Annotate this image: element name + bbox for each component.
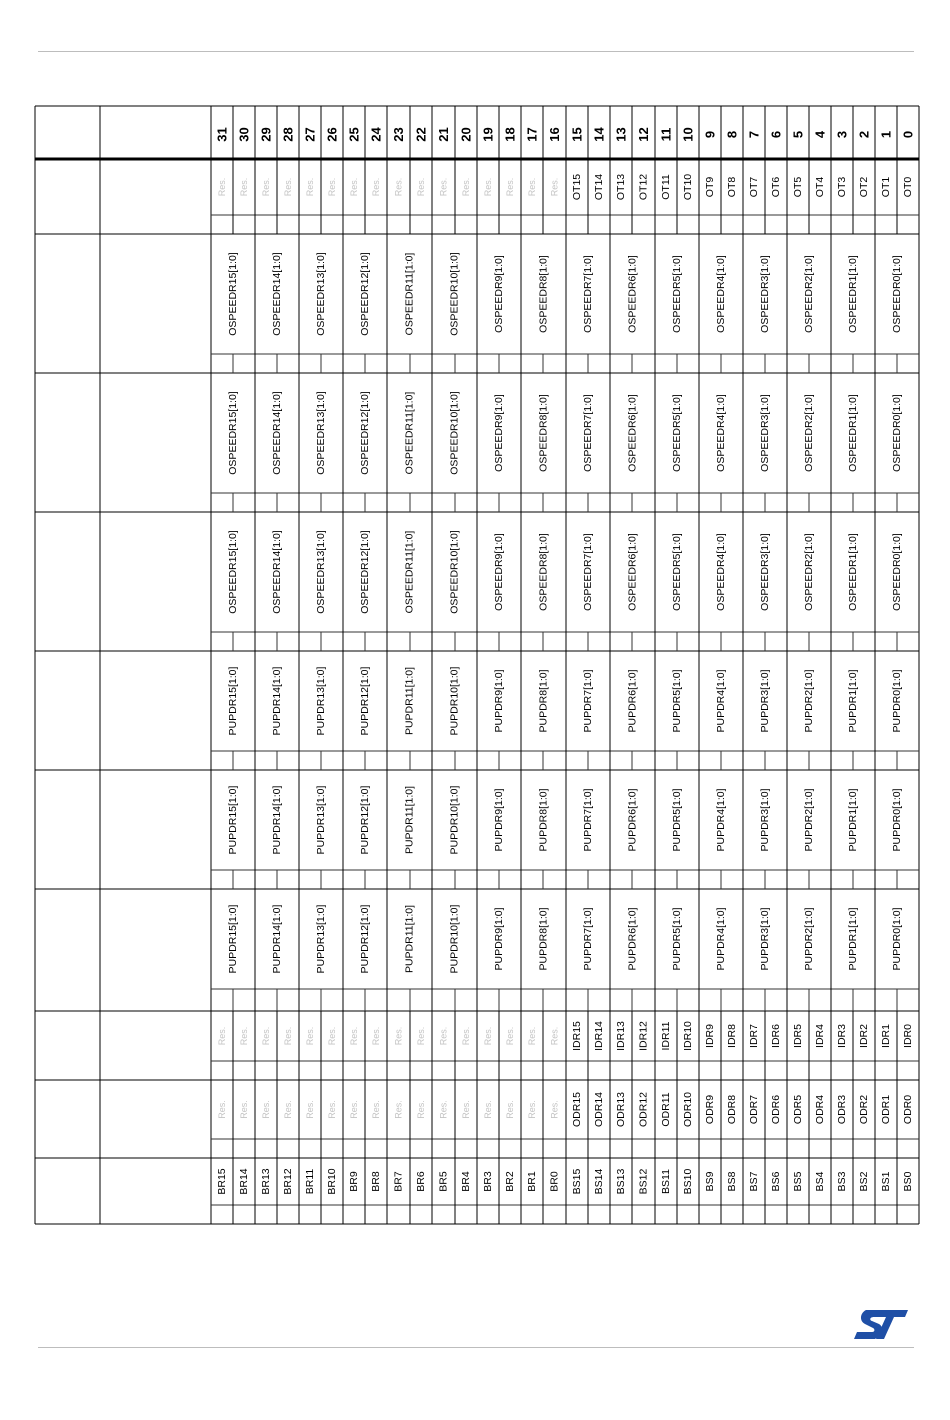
bit-field: IDR0	[902, 1024, 914, 1048]
bit-field: OSPEEDR7[1:0]	[582, 394, 594, 472]
bit-field: PUPDR10[1:0]	[448, 785, 461, 855]
bit-field: PUPDR12[1:0]	[359, 785, 371, 855]
bit-field: OSPEEDR2[1:0]	[803, 255, 815, 333]
bit-field: IDR10	[682, 1021, 694, 1051]
reserved-field: Res.	[461, 177, 471, 197]
bit-field: ODR11	[660, 1092, 672, 1127]
bit-number: 27	[302, 127, 318, 142]
bit-field: OSPEEDR9[1:0]	[493, 394, 505, 472]
bit-field: OSPEEDR1[1:0]	[847, 255, 859, 333]
bit-number: 3	[834, 130, 850, 139]
reserved-field: Res.	[438, 1026, 449, 1046]
bit-field: IDR1	[880, 1024, 892, 1048]
reserved-field: Res.	[261, 1026, 271, 1046]
bit-field: OT7	[748, 176, 760, 198]
bit-field: PUPDR5[1:0]	[671, 907, 683, 971]
bit-field: PUPDR2[1:0]	[803, 669, 815, 733]
bit-field: PUPDR10[1:0]	[448, 666, 461, 736]
bit-field: BR1	[526, 1171, 538, 1192]
bit-field: OT15	[571, 173, 583, 201]
bit-number: 2	[856, 130, 872, 139]
bit-field: PUPDR11[1:0]	[403, 666, 416, 736]
bit-field: PUPDR9[1:0]	[493, 907, 505, 971]
bit-number: 13	[613, 127, 629, 142]
bit-field: BS4	[814, 1171, 826, 1192]
bit-field: BR2	[504, 1171, 516, 1192]
bit-number: 26	[324, 127, 340, 142]
bit-field: PUPDR7[1:0]	[582, 788, 594, 852]
bit-field: BS13	[615, 1168, 627, 1195]
bit-field: OT2	[858, 176, 870, 198]
bit-field: OT4	[814, 176, 826, 198]
bit-field: OSPEEDR14[1:0]	[271, 252, 283, 336]
bit-field: PUPDR9[1:0]	[493, 788, 505, 852]
bit-field: ODR0	[902, 1094, 914, 1125]
bit-number: 16	[547, 127, 562, 142]
bit-field: BS0	[902, 1171, 914, 1192]
bit-field: BS10	[682, 1168, 694, 1195]
reserved-field: Res.	[327, 1026, 337, 1046]
bit-field: OSPEEDR12[1:0]	[359, 391, 371, 475]
bit-field: PUPDR13[1:0]	[315, 666, 327, 736]
bit-field: OSPEEDR6[1:0]	[626, 533, 639, 611]
bit-field: OT14	[593, 173, 605, 201]
bit-field: OSPEEDR14[1:0]	[271, 530, 283, 614]
bit-field: OSPEEDR3[1:0]	[759, 255, 771, 333]
bit-field: BS6	[770, 1171, 782, 1192]
bit-number: 14	[591, 127, 607, 142]
bit-field: PUPDR13[1:0]	[315, 785, 327, 855]
reserved-field: Res.	[393, 177, 404, 197]
bit-field: PUPDR14[1:0]	[271, 666, 283, 736]
bit-field: OSPEEDR8[1:0]	[537, 533, 550, 611]
bit-field: OSPEEDR10[1:0]	[448, 252, 461, 336]
bit-field: OSPEEDR2[1:0]	[803, 533, 815, 611]
bit-field: PUPDR0[1:0]	[891, 669, 903, 733]
bit-field: OSPEEDR0[1:0]	[891, 394, 903, 472]
bit-field: BS8	[726, 1171, 738, 1192]
bit-field: OSPEEDR9[1:0]	[493, 255, 505, 333]
bit-number: 24	[368, 127, 384, 142]
bit-number: 1	[878, 130, 894, 139]
bit-field: ODR6	[770, 1094, 782, 1125]
bit-field: OT12	[637, 173, 650, 201]
reserved-field: Res.	[217, 1100, 227, 1119]
bit-field: IDR2	[858, 1024, 870, 1048]
reserved-field: Res.	[438, 177, 449, 197]
bit-field: BS15	[571, 1168, 583, 1195]
bit-number: 4	[812, 130, 828, 139]
reserved-field: Res.	[461, 1100, 471, 1119]
bit-number: 31	[214, 127, 230, 142]
bit-field: BR14	[238, 1168, 250, 1195]
bit-field: OSPEEDR0[1:0]	[891, 533, 903, 611]
bit-field: OSPEEDR15[1:0]	[227, 391, 239, 475]
bit-field: ODR9	[704, 1094, 716, 1125]
bit-field: OT9	[704, 176, 716, 198]
bit-field: IDR9	[704, 1024, 716, 1048]
bit-field: BR7	[392, 1171, 405, 1192]
bit-field: IDR6	[770, 1024, 782, 1048]
bit-field: ODR10	[682, 1091, 694, 1128]
reserved-field: Res.	[239, 177, 249, 197]
bit-field: BR8	[370, 1171, 382, 1192]
bit-field: BR0	[548, 1171, 561, 1192]
bit-number: 7	[746, 130, 762, 139]
reserved-field: Res.	[349, 1100, 359, 1119]
bit-number: 30	[236, 127, 252, 142]
bit-field: BS12	[637, 1168, 650, 1195]
bit-field: PUPDR12[1:0]	[359, 904, 371, 974]
bit-number: 9	[702, 130, 718, 139]
bit-field: OSPEEDR11[1:0]	[403, 391, 416, 475]
bit-field: OSPEEDR4[1:0]	[715, 394, 727, 472]
bit-field: ODR2	[858, 1094, 870, 1125]
bit-number: 5	[790, 130, 806, 139]
bit-field: OSPEEDR7[1:0]	[582, 533, 594, 611]
bit-field: OSPEEDR10[1:0]	[448, 391, 461, 475]
bit-field: OT3	[836, 176, 848, 198]
bit-field: OT10	[682, 173, 694, 201]
reserved-field: Res.	[483, 1100, 493, 1119]
bit-field: OSPEEDR2[1:0]	[803, 394, 815, 472]
bit-field: PUPDR3[1:0]	[759, 788, 771, 852]
bit-field: ODR7	[748, 1094, 760, 1125]
bit-field: BS9	[704, 1171, 716, 1192]
bit-field: ODR5	[792, 1094, 804, 1125]
bit-field: ODR13	[615, 1091, 627, 1128]
reserved-field: Res.	[283, 177, 293, 197]
bit-field: IDR14	[593, 1021, 605, 1051]
bit-field: OSPEEDR9[1:0]	[493, 533, 505, 611]
reserved-field: Res.	[327, 177, 337, 197]
reserved-field: Res.	[327, 1100, 337, 1119]
bit-field: BS2	[858, 1171, 870, 1192]
bit-field: BS11	[660, 1169, 672, 1194]
reserved-field: Res.	[239, 1100, 249, 1119]
bit-field: ODR4	[814, 1094, 826, 1125]
bit-field: OSPEEDR12[1:0]	[359, 252, 371, 336]
bit-number: 6	[768, 130, 784, 139]
reserved-field: Res.	[438, 1100, 449, 1119]
bit-field: ODR14	[593, 1091, 605, 1128]
bit-field: PUPDR8[1:0]	[537, 788, 550, 852]
reserved-field: Res.	[549, 1100, 560, 1119]
reserved-field: Res.	[239, 1026, 249, 1046]
bit-field: BR6	[415, 1171, 427, 1192]
reserved-field: Res.	[261, 1100, 271, 1119]
bit-number: 29	[258, 127, 274, 142]
reserved-field: Res.	[349, 1026, 359, 1046]
bit-field: PUPDR4[1:0]	[715, 669, 727, 733]
bit-field: PUPDR0[1:0]	[891, 788, 903, 852]
bit-number: 8	[724, 130, 740, 139]
bit-field: OSPEEDR11[1:0]	[403, 530, 416, 614]
bit-field: PUPDR4[1:0]	[715, 907, 727, 971]
reserved-field: Res.	[416, 1026, 426, 1046]
bit-field: PUPDR15[1:0]	[227, 666, 239, 736]
bit-field: PUPDR12[1:0]	[359, 666, 371, 736]
bit-field: PUPDR0[1:0]	[891, 907, 903, 971]
st-logo-icon	[852, 1306, 910, 1342]
reserved-field: Res.	[505, 1100, 515, 1119]
bit-field: BS14	[593, 1168, 605, 1195]
bit-field: PUPDR14[1:0]	[271, 904, 283, 974]
bit-field: PUPDR5[1:0]	[671, 788, 683, 852]
bit-number: 18	[502, 127, 518, 142]
bit-field: ODR15	[571, 1091, 583, 1128]
bit-field: PUPDR4[1:0]	[715, 788, 727, 852]
bit-field: OSPEEDR13[1:0]	[315, 530, 327, 614]
bit-field: PUPDR6[1:0]	[626, 788, 639, 852]
bit-field: PUPDR5[1:0]	[671, 669, 683, 733]
bit-field: OSPEEDR4[1:0]	[715, 533, 727, 611]
bit-field: OSPEEDR1[1:0]	[847, 533, 859, 611]
bit-field: BR15	[216, 1168, 228, 1195]
reserved-field: Res.	[349, 177, 359, 197]
bit-field: BR3	[482, 1171, 494, 1192]
bit-field: OSPEEDR4[1:0]	[715, 255, 727, 333]
bit-number: 28	[280, 127, 296, 142]
bit-field: IDR15	[571, 1021, 583, 1051]
bit-field: OSPEEDR3[1:0]	[759, 394, 771, 472]
bit-field: PUPDR11[1:0]	[403, 904, 416, 974]
reserved-field: Res.	[527, 1026, 537, 1046]
reserved-field: Res.	[483, 1026, 493, 1046]
bit-field: BR13	[260, 1168, 272, 1195]
bit-field: OT13	[615, 173, 627, 201]
bit-field: OT0	[902, 176, 914, 198]
bit-field: PUPDR10[1:0]	[448, 904, 461, 974]
bit-field: PUPDR15[1:0]	[227, 904, 239, 974]
bit-number: 22	[413, 127, 429, 142]
bit-field: OSPEEDR11[1:0]	[403, 252, 416, 336]
reserved-field: Res.	[305, 1026, 315, 1046]
bit-field: OSPEEDR15[1:0]	[227, 530, 239, 614]
reserved-field: Res.	[371, 1026, 381, 1046]
reserved-field: Res.	[371, 177, 381, 197]
bit-field: OSPEEDR3[1:0]	[759, 533, 771, 611]
bit-field: IDR7	[748, 1024, 760, 1048]
bit-field: OSPEEDR15[1:0]	[227, 252, 239, 336]
reserved-field: Res.	[527, 1100, 537, 1119]
bit-field: OSPEEDR13[1:0]	[315, 391, 327, 475]
bit-number: 11	[658, 127, 674, 142]
bit-field: OT5	[792, 176, 804, 198]
bit-field: PUPDR8[1:0]	[537, 907, 550, 971]
bit-field: PUPDR11[1:0]	[403, 785, 416, 855]
bit-field: OSPEEDR5[1:0]	[671, 533, 683, 611]
reserved-field: Res.	[305, 1100, 315, 1119]
bit-field: PUPDR6[1:0]	[626, 669, 639, 733]
bit-field: IDR13	[615, 1021, 627, 1051]
bit-field: IDR5	[792, 1024, 804, 1048]
bit-field: ODR12	[637, 1091, 650, 1128]
bit-field: OSPEEDR13[1:0]	[315, 252, 327, 336]
bit-field: IDR4	[814, 1024, 826, 1048]
bit-field: PUPDR1[1:0]	[847, 788, 859, 852]
reserved-field: Res.	[371, 1100, 381, 1119]
table-grid	[35, 106, 919, 1224]
bit-field: OSPEEDR8[1:0]	[537, 255, 550, 333]
bit-field: BR11	[304, 1168, 316, 1195]
bit-field: BR5	[437, 1171, 450, 1192]
bit-number: 20	[458, 127, 474, 142]
bit-field: BS7	[748, 1171, 760, 1192]
bit-field: BS3	[836, 1171, 848, 1192]
bit-number: 25	[346, 127, 362, 142]
bit-field: PUPDR7[1:0]	[582, 669, 594, 733]
reserved-field: Res.	[283, 1100, 293, 1119]
bit-number: 0	[900, 130, 916, 139]
reserved-field: Res.	[283, 1026, 293, 1046]
bit-field: OT1	[880, 176, 892, 198]
bit-field: OT11	[660, 174, 672, 200]
bit-field: BS1	[880, 1171, 892, 1192]
bit-field: OSPEEDR6[1:0]	[626, 394, 639, 472]
reserved-field: Res.	[416, 177, 426, 197]
bit-field: PUPDR7[1:0]	[582, 907, 594, 971]
reserved-field: Res.	[549, 177, 560, 197]
bit-field: IDR8	[726, 1024, 738, 1048]
bit-number: 19	[480, 127, 496, 142]
reserved-field: Res.	[217, 177, 227, 197]
bit-field: OT8	[726, 176, 738, 198]
reserved-field: Res.	[527, 177, 537, 197]
reserved-field: Res.	[505, 1026, 515, 1046]
bit-field: OT6	[770, 176, 782, 198]
bit-field: PUPDR3[1:0]	[759, 907, 771, 971]
bit-number: 23	[391, 127, 406, 142]
bit-field: BS5	[792, 1171, 804, 1192]
reserved-field: Res.	[305, 177, 315, 197]
bit-number: 15	[569, 127, 585, 142]
bit-number: 12	[636, 127, 651, 142]
reserved-field: Res.	[549, 1026, 560, 1046]
table-labels	[215, 127, 916, 1195]
bit-field: BR4	[460, 1171, 472, 1192]
bit-field: BR10	[326, 1168, 338, 1195]
bit-field: IDR3	[836, 1024, 848, 1048]
bit-field: OSPEEDR5[1:0]	[671, 255, 683, 333]
bit-field: PUPDR1[1:0]	[847, 907, 859, 971]
bit-field: OSPEEDR5[1:0]	[671, 394, 683, 472]
bit-field: OSPEEDR8[1:0]	[537, 394, 550, 472]
reserved-field: Res.	[393, 1100, 404, 1119]
bit-field: OSPEEDR6[1:0]	[626, 255, 639, 333]
bit-field: OSPEEDR1[1:0]	[847, 394, 859, 472]
bit-number: 17	[524, 127, 540, 142]
bit-field: PUPDR13[1:0]	[315, 904, 327, 974]
bit-field: IDR12	[637, 1021, 650, 1051]
reserved-field: Res.	[393, 1026, 404, 1046]
bit-field: OSPEEDR0[1:0]	[891, 255, 903, 333]
bit-field: ODR1	[880, 1094, 892, 1125]
reserved-field: Res.	[217, 1026, 227, 1046]
bit-field: IDR11	[660, 1021, 672, 1051]
bit-field: ODR8	[726, 1094, 738, 1125]
bit-number: 21	[436, 127, 451, 142]
bit-field: PUPDR14[1:0]	[271, 785, 283, 855]
bit-field: OSPEEDR7[1:0]	[582, 255, 594, 333]
reserved-field: Res.	[416, 1100, 426, 1119]
bit-field: OSPEEDR12[1:0]	[359, 530, 371, 614]
bit-field: PUPDR15[1:0]	[227, 785, 239, 855]
bit-field: OSPEEDR10[1:0]	[448, 530, 461, 614]
reserved-field: Res.	[261, 177, 271, 197]
bit-field: PUPDR9[1:0]	[493, 669, 505, 733]
bit-field: BR9	[348, 1171, 360, 1192]
bit-field: PUPDR2[1:0]	[803, 788, 815, 852]
bit-field: PUPDR3[1:0]	[759, 669, 771, 733]
bit-field: OSPEEDR14[1:0]	[271, 391, 283, 475]
bit-number: 10	[680, 127, 696, 142]
bit-field: BR12	[282, 1168, 294, 1195]
bit-field: PUPDR6[1:0]	[626, 907, 639, 971]
bit-field: ODR3	[836, 1094, 848, 1125]
reserved-field: Res.	[483, 177, 493, 197]
bit-field: PUPDR2[1:0]	[803, 907, 815, 971]
reserved-field: Res.	[461, 1026, 471, 1046]
reserved-field: Res.	[505, 177, 515, 197]
bit-field: PUPDR1[1:0]	[847, 669, 859, 733]
bit-field: PUPDR8[1:0]	[537, 669, 550, 733]
